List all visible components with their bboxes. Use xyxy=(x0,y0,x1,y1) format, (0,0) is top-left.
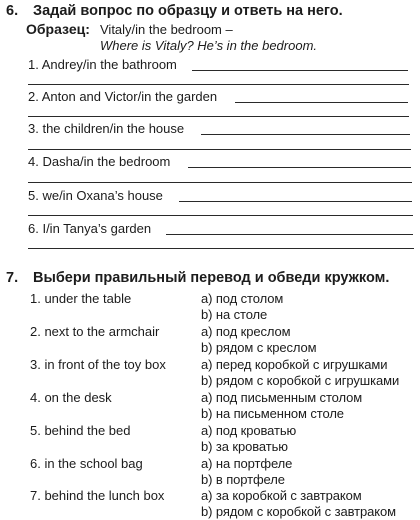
question-row-3 xyxy=(28,121,413,137)
option-7-a[interactable]: a) за коробкой с завтраком xyxy=(201,488,362,503)
question-text: 6. I/in Tanya’s garden xyxy=(28,221,152,236)
question-text: 3. the children/in the house xyxy=(28,121,185,136)
option-3-a[interactable]: a) перед коробкой с игрушками xyxy=(201,357,388,372)
option-7-b[interactable]: b) рядом с коробкой с завтраком xyxy=(201,504,396,519)
option-1-b[interactable]: b) на столе xyxy=(201,307,268,322)
sample-label: Образец: xyxy=(26,21,90,37)
answer-line-full[interactable] xyxy=(28,116,409,117)
option-3-b[interactable]: b) рядом с коробкой с игрушками xyxy=(201,373,400,388)
option-2-b[interactable]: b) рядом с креслом xyxy=(201,340,317,355)
phrase-5: 5. behind the bed xyxy=(30,423,131,438)
exercise-6-number: 6. xyxy=(6,3,19,19)
question-text: 4. Dasha/in the bedroom xyxy=(28,154,171,169)
phrase-3: 3. in front of the toy box xyxy=(30,357,166,372)
answer-line[interactable] xyxy=(188,167,411,168)
question-text: 1. Andrey/in the bathroom xyxy=(28,57,177,72)
answer-line-full[interactable] xyxy=(28,84,409,85)
exercise-6-title: Задай вопрос по образцу и ответь на него. xyxy=(33,3,343,19)
question-row-2 xyxy=(28,89,413,105)
question-row-5 xyxy=(28,188,413,204)
exercise-6-heading xyxy=(6,3,416,21)
option-1-a[interactable]: a) под столом xyxy=(201,291,284,306)
question-row-6 xyxy=(28,221,413,237)
phrase-4: 4. on the desk xyxy=(30,390,112,405)
exercise-7-number: 7. xyxy=(6,270,19,286)
option-4-a[interactable]: a) под письменным столом xyxy=(201,390,363,405)
answer-line[interactable] xyxy=(179,201,412,202)
answer-line[interactable] xyxy=(192,70,408,71)
exercise-6-sample xyxy=(26,21,406,55)
answer-line[interactable] xyxy=(201,134,410,135)
answer-line-full[interactable] xyxy=(28,182,412,183)
question-text: 5. we/in Oxana’s house xyxy=(28,188,163,203)
phrase-2: 2. next to the armchair xyxy=(30,324,160,339)
sample-text: Vitaly/in the bedroom – xyxy=(100,22,233,37)
answer-line-full[interactable] xyxy=(28,215,413,216)
phrase-1: 1. under the table xyxy=(30,291,132,306)
option-5-a[interactable]: a) под кроватью xyxy=(201,423,297,438)
option-4-b[interactable]: b) на письменном столе xyxy=(201,406,344,421)
exercise-7-heading xyxy=(6,270,416,288)
question-text: 2. Anton and Victor/in the garden xyxy=(28,89,218,104)
exercise-7-title: Выбери правильный перевод и обведи кружком. xyxy=(33,270,390,286)
answer-line[interactable] xyxy=(235,102,408,103)
phrase-6: 6. in the school bag xyxy=(30,456,143,471)
option-6-b[interactable]: b) в портфеле xyxy=(201,472,285,487)
answer-line[interactable] xyxy=(166,234,413,235)
answer-line-full[interactable] xyxy=(28,149,411,150)
question-row-4 xyxy=(28,154,413,170)
option-5-b[interactable]: b) за кроватью xyxy=(201,439,288,454)
option-6-a[interactable]: a) на портфеле xyxy=(201,456,293,471)
phrase-7: 7. behind the lunch box xyxy=(30,488,165,503)
question-row-1 xyxy=(28,57,413,73)
answer-line-full[interactable] xyxy=(28,248,414,249)
option-2-a[interactable]: a) под креслом xyxy=(201,324,291,339)
sample-answer: Where is Vitaly? He’s in the bedroom. xyxy=(100,38,318,53)
